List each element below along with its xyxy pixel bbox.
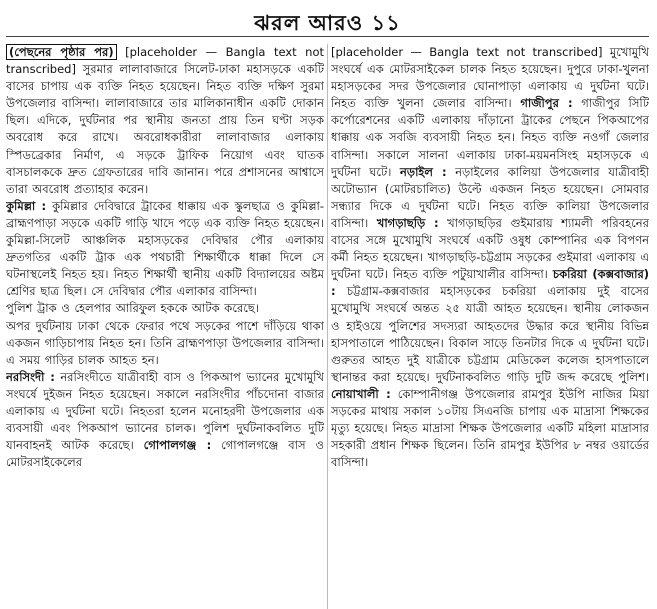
paragraph-text: চট্টগ্রাম-কক্সবাজার মহাসড়কের চকরিয়া এলাকায় দুই বাসের মুখোমুখি সংঘর্ষে অন্তত ২৫ যাত্রী আহত হয়েছেন। স্থানীয় লোকজন ও হাইওয়ে পুলিশের সদস্যরা আহতদের উদ্ধার করে স্থানীয় বিভিন্ন হাসপাতালে পাঠিয়েছেন। বিকাল সাড়ে তিনটার দিকে এ দুর্ঘটনা ঘটে। গুরুতর আহত দুই যাত্রীকে চট্টগ্রাম মেডিকেল কলেজ হাসপাতালে স্থানান্তর করা হয়েছে। দুর্ঘটনাকবলিত গাড়ি দুটি জব্দ করেছে পুলিশ। — [331, 284, 649, 384]
paragraph-text: [placeholder — Bangla text not transcribed] মুখোমুখি সংঘর্ষে এক মোটরসাইকেল চালক নিহত হয়েছেন। দুপুরে ঢাকা-খুলনা মহাসড়কের সদর উপজেলার ঘোনাপাড়া এলাকায় এ দুর্ঘটনা ঘটে। নিহত ব্যক্তি খুলনা জেলার বাসিন্দা। — [331, 45, 649, 111]
location-lead: নড়াইল : — [400, 164, 447, 179]
paragraph-text: গাজীপুর সিটি কর্পোরেশনের একটি এলাকায় দাঁড়ানো ট্রাকের পেছনে পিকআপের ধাক্কায় এক সবজি ব্যবসায়ী নিহত হন। নিহত ব্যক্তি নওগাঁ জেলার বাসিন্দা। সকালে সালনা এলাকায় ঢাকা-ময়মনসিংহ মহাসড়কে এ দুর্ঘটনা ঘটে। — [331, 96, 649, 179]
paragraph-text: [placeholder — Bangla text not transcribed] সুরমার লালাবাজারে সিলেট-ঢাকা মহাসড়কে একটি বাসের চাপায় এক ব্যক্তি নিহত হয়েছেন। নিহত ব্যক্তি দক্ষিণ সুরমা উপজেলার বাসিন্দা। লালাবাজারে তার মালিকানাধীন একটি দোকান ছিল। এদিকে, দুর্ঘটনার পর স্থানীয় জনতা প্রায় তিন ঘণ্টা সড়ক অবরোধ করে রাখে। অবরোধকারীরা লালাবাজার এলাকায় স্পিডব্রেকার নির্মাণ, এ সড়কে ট্রাফিক নিয়োগ এবং ঘাতক বাসচালককে দ্রুত গ্রেফতারের দাবি জানান। পরে প্রশাসনের আশ্বাসে তারা অবরোধ প্রত্যাহার করেন। — [6, 45, 324, 196]
headline: ঝরল আরও ১১ — [254, 11, 401, 35]
location-lead: গোপালগঞ্জ : — [143, 438, 212, 453]
paragraph — [6, 300, 324, 317]
paragraph-text: গোপালগঞ্জে বাস ও মোটরসাইকেলের — [6, 438, 324, 470]
article-columns — [6, 44, 649, 609]
paragraph-text: কুমিল্লার দেবিদ্বারে ট্রাকের ধাক্কায় এক স্কুলছাত্র ও কুমিল্লা-ব্রাহ্মণপাড়া সড়কে একটি গাড়ি খাদে পড়ে এক ব্যক্তি নিহত হয়েছেন। কুমিল্লা-সিলেট আঞ্চলিক মহাসড়কের দেবিদ্বার পৌর এলাকায় দ্রুতগতির একটি ট্রাক এক পথচারী শিক্ষার্থীকে ধাক্কা দিলে সে ঘটনাস্থলেই নিহত হয়। নিহত শিক্ষার্থী স্থানীয় একটি বিদ্যালয়ের অষ্টম শ্রেণির ছাত্র ছিল। সে দেবিদ্বার পৌর এলাকার বাসিন্দা। — [6, 198, 324, 299]
location-lead: কুমিল্লা : — [6, 198, 47, 213]
paragraph — [6, 318, 324, 369]
location-lead: খাগড়াছড়ি : — [376, 215, 439, 230]
location-lead: গাজীপুর : — [520, 96, 573, 111]
paragraph-text: অপর দুর্ঘটনায় ঢাকা থেকে ফেরার পথে সড়কের পাশে দাঁড়িয়ে থাকা একজন গাড়িচাপায় নিহত হন। তিনি ব্রাহ্মণপাড়া উপজেলার বাসিন্দা। এ সময় গাড়ির চালক আহত হন। — [6, 318, 324, 367]
column-divider — [327, 44, 328, 609]
paragraph — [6, 44, 324, 198]
location-lead: নরসিংদী : — [6, 369, 55, 384]
headline-rule — [6, 36, 649, 37]
location-lead: চকরিয়া (কক্সবাজার) : — [331, 267, 649, 299]
paragraph — [6, 369, 324, 472]
location-lead: নোয়াখালী : — [331, 386, 391, 401]
column-right — [331, 44, 649, 609]
column-left — [6, 44, 324, 609]
paragraph-text: নরসিংদীতে যাত্রীবাহী বাস ও পিকআপ ভ্যানের মুখোমুখি সংঘর্ষে দুইজন নিহত হয়েছেন। সকালে নরসিংদীর পাঁচদোনা বাজার এলাকায় এ দুর্ঘটনা ঘটে। নিহতরা হলেন মনোহরদী উপজেলার এক ব্যবসায়ী এবং পিকআপ ভ্যানের চালক। পুলিশ দুর্ঘটনাকবলিত দুটি যানবাহনই আটক করেছে। — [6, 369, 324, 453]
paragraph — [331, 44, 649, 471]
continuation-label: (পেছনের পৃষ্ঠার পর) — [6, 44, 117, 60]
paragraph-text: খাগড়াছড়ির গুইমারায় শ্যামলী পরিবহনের বাসের সঙ্গে মুখোমুখি সংঘর্ষে একটি ওষুধ কোম্পানির এক বিপণন কর্মী নিহত হয়েছেন। খাগড়াছড়ি-চট্টগ্রাম সড়কের গুইমারা এলাকায় এ দুর্ঘটনা ঘটে। নিহত ব্যক্তি পটুয়াখালীর বাসিন্দা। — [331, 215, 649, 282]
paragraph-text: পুলিশ ট্রাক ও হেলপার আরিফুল হককে আটক করেছে। — [6, 301, 259, 316]
paragraph-text: নড়াইলের কালিয়া উপজেলার যাত্রীবাহী অটোভ্যান (মোটরচালিত) উল্টে একজন নিহত হয়েছেন। সোমবার সন্ধ্যার দিকে এ দুর্ঘটনা ঘটে। নিহত ব্যক্তি কালিয়া উপজেলার বাসিন্দা। — [331, 164, 649, 230]
paragraph — [6, 198, 324, 301]
paragraph-text: কোম্পানীগঞ্জ উপজেলার রামপুর ইউপি নাজির মিয়া সড়কের মাথায় সকাল ১০টায় সিএনজি চাপায় এক মাদ্রাসা শিক্ষকের মৃত্যু হয়েছে। নিহত মাদ্রাসা শিক্ষক উপজেলার একটি মহিলা মাদ্রাসার সহকারী প্রধান শিক্ষক ছিলেন। তিনি রামপুর ইউপির ৮ নম্বর ওয়ার্ডের বাসিন্দা। — [331, 386, 649, 470]
